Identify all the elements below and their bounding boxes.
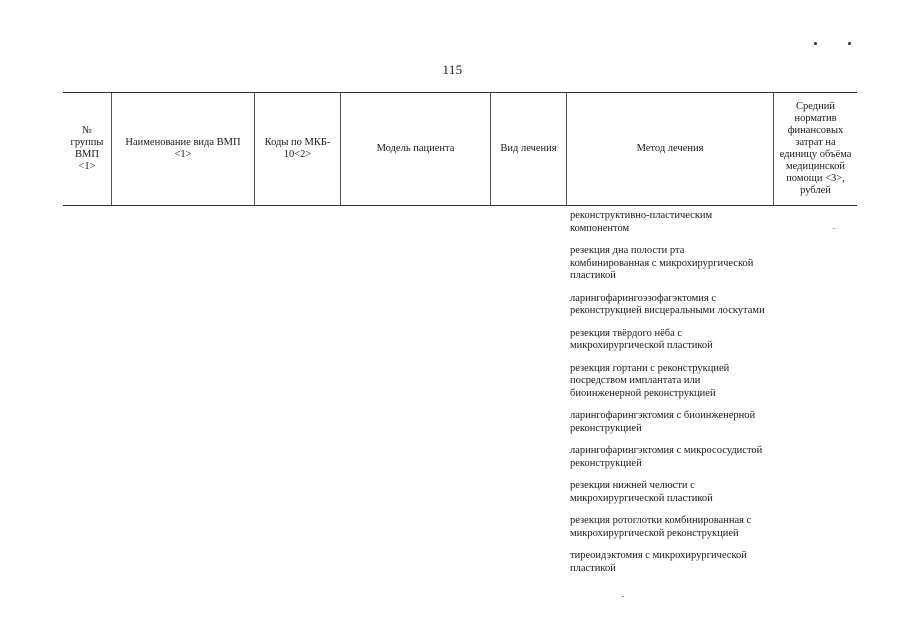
- header-vmp-name: [111, 93, 254, 205]
- list-item: реконструктивно-пластическим компонентом: [570, 210, 713, 234]
- header-group-number-text: № группы ВМП <1>: [70, 125, 104, 172]
- header-icd-codes: [254, 93, 340, 205]
- header-average-cost-text: Средний норматив финансовых затрат на единицу объёма медицинской помощи <3>, рублей: [779, 101, 852, 196]
- header-treatment-method: [566, 93, 773, 205]
- list-item: резекция нижней челюсти с микрохирургической пластикой: [570, 480, 713, 504]
- list-item: резекция гортани с реконструкцией посредством имплантата или биоинженерной реконструкцией: [570, 362, 730, 399]
- scan-speck: [622, 596, 624, 597]
- page-number: 115: [442, 62, 463, 77]
- header-treatment-type: [490, 93, 566, 205]
- list-item: тиреоидэктомия с микрохирургической пластикой: [570, 550, 747, 574]
- list-item: резекция твёрдого нёба с микрохирургической пластикой: [570, 327, 713, 351]
- header-vmp-name-text: Наименование вида ВМП <1>: [125, 137, 241, 160]
- list-item: резекция ротоглотки комбинированная с микрохирургической реконструкцией: [570, 515, 752, 539]
- header-patient-model-text: Модель пациента: [376, 143, 455, 154]
- header-treatment-method-text: Метод лечения: [636, 143, 704, 154]
- list-item: ларингофарингэктомия с биоинженерной реконструкцией: [570, 410, 756, 434]
- header-icd-codes-text: Коды по МКБ- 10<2>: [264, 137, 331, 160]
- scan-mark: [848, 42, 851, 45]
- header-average-cost: [773, 93, 857, 205]
- header-group-number: [63, 93, 111, 205]
- scan-mark: [814, 42, 817, 45]
- table-header-row: [63, 92, 857, 206]
- scan-speck: [833, 228, 835, 229]
- header-treatment-type-text: Вид лечения: [500, 143, 557, 154]
- list-item: ларингофарингоэзофагэктомия с реконструкцией висцеральными лоскутами: [570, 292, 765, 316]
- list-item: ларингофарингэктомия с микрососудистой реконструкцией: [570, 445, 763, 469]
- header-patient-model: [340, 93, 490, 205]
- treatment-method-list: [570, 210, 785, 585]
- list-item: резекция дна полости рта комбинированная с микрохирургической пластикой: [570, 245, 754, 281]
